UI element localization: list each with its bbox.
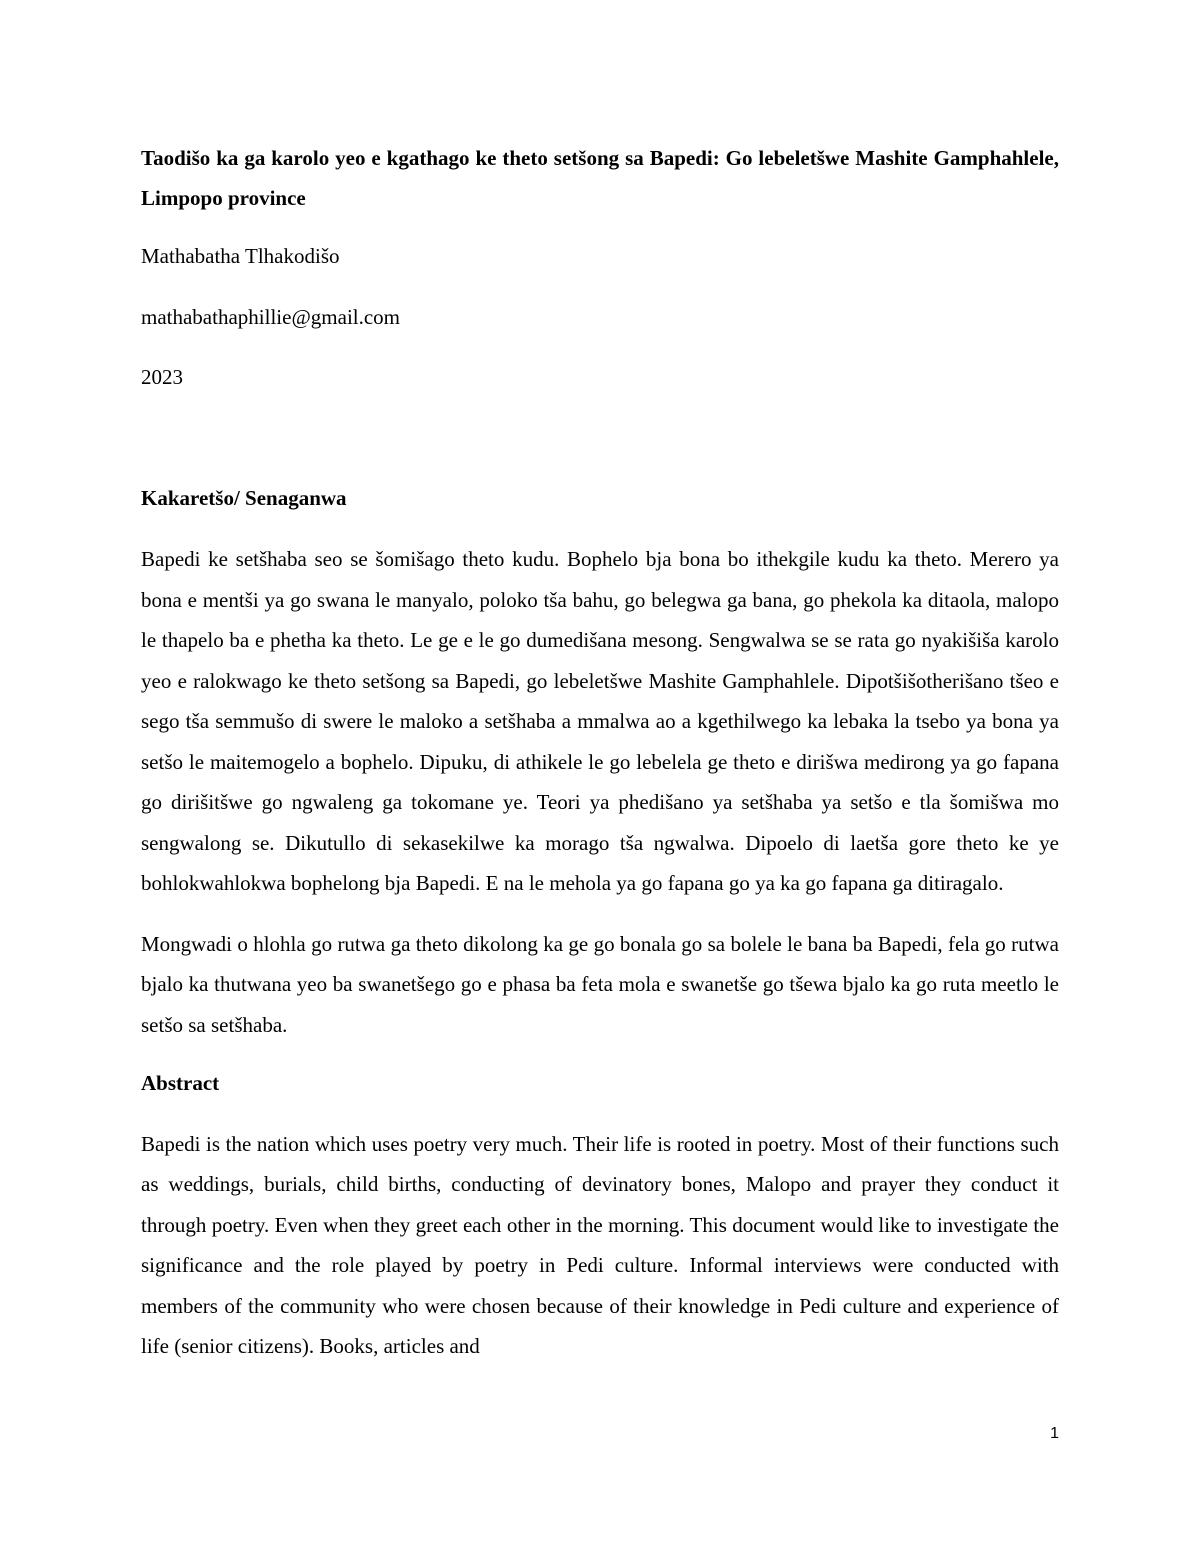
paper-title: Taodišo ka ga karolo yeo e kgathago ke theto setšong sa Bapedi: Go lebeletšwe Mashite Gamphahlele, Limpopo province: [141, 146, 1059, 210]
publication-year: 2023: [141, 365, 183, 389]
abstract-heading: Abstract: [141, 1071, 220, 1095]
author-email: mathabathaphillie@gmail.com: [141, 304, 401, 329]
page-number: 1: [1050, 1425, 1059, 1442]
page-content: [141, 138, 1059, 1367]
kakaretso-heading: Kakaretšo/ Senaganwa: [141, 485, 347, 510]
author-name: Mathabatha Tlhakodišo: [141, 244, 340, 268]
kakaretso-paragraph-2: Mongwadi o hlohla go rutwa ga theto dikolong ka ge go bonala go sa bolele le bana ba Bapedi, fela go rutwa bjalo ka thutwana yeo ba swanetšego go e phasa ba feta mola e swanetše go tšewa bjalo ka go ruta meetlo le setšo sa setšhaba.: [141, 931, 1059, 1037]
abstract-paragraph-1: Bapedi is the nation which uses poetry very much. Their life is rooted in poetry. Most of their functions such as weddings, burials, child births, conducting of devinatory bones, Malopo and prayer they conduct it through poetry. Even when they greet each other in the morning. This document would like to investigate the significance and the role played by poetry in Pedi culture. Informal interviews were conducted with members of the community who were chosen because of their knowledge in Pedi culture and experience of life (senior citizens). Books, articles and: [141, 1131, 1059, 1358]
kakaretso-paragraph-1: Bapedi ke setšhaba seo se šomišago theto kudu. Bophelo bja bona bo ithekgile kudu ka theto. Merero ya bona e mentši ya go swana le manyalo, poloko tša bahu, go belegwa ga bana, go phekola ka ditaola, malopo le thapelo ba e phetha ka theto. Le ge e le go dumedišana mesong. Sengwalwa se se rata go nyakišiša karolo yeo e ralokwago ke theto setšong sa Bapedi, go lebeletšwe Mashite Gamphahlele. Dipotšišotherišano tšeo e sego tša semmušo di swere le maloko a setšhaba a mmalwa ao a kgethilwego ka lebaka la tsebo ya bona ya setšo le maitemogelo a bophelo. Dipuku, di athikele le go lebelela ge theto e dirišwa medirong ya go fapana go dirišitšwe go ngwaleng ga tokomane ye. Teori ya phedišano ya setšhaba ya setšo e tla šomišwa mo sengwalong se. Dikutullo di sekasekilwe ka morago tša ngwalwa. Dipoelo di laetša gore theto ke ye bohlokwahlokwa bophelong bja Bapedi. E na le mehola ya go fapana go ya ka go fapana ga ditiragalo.: [141, 547, 1059, 895]
